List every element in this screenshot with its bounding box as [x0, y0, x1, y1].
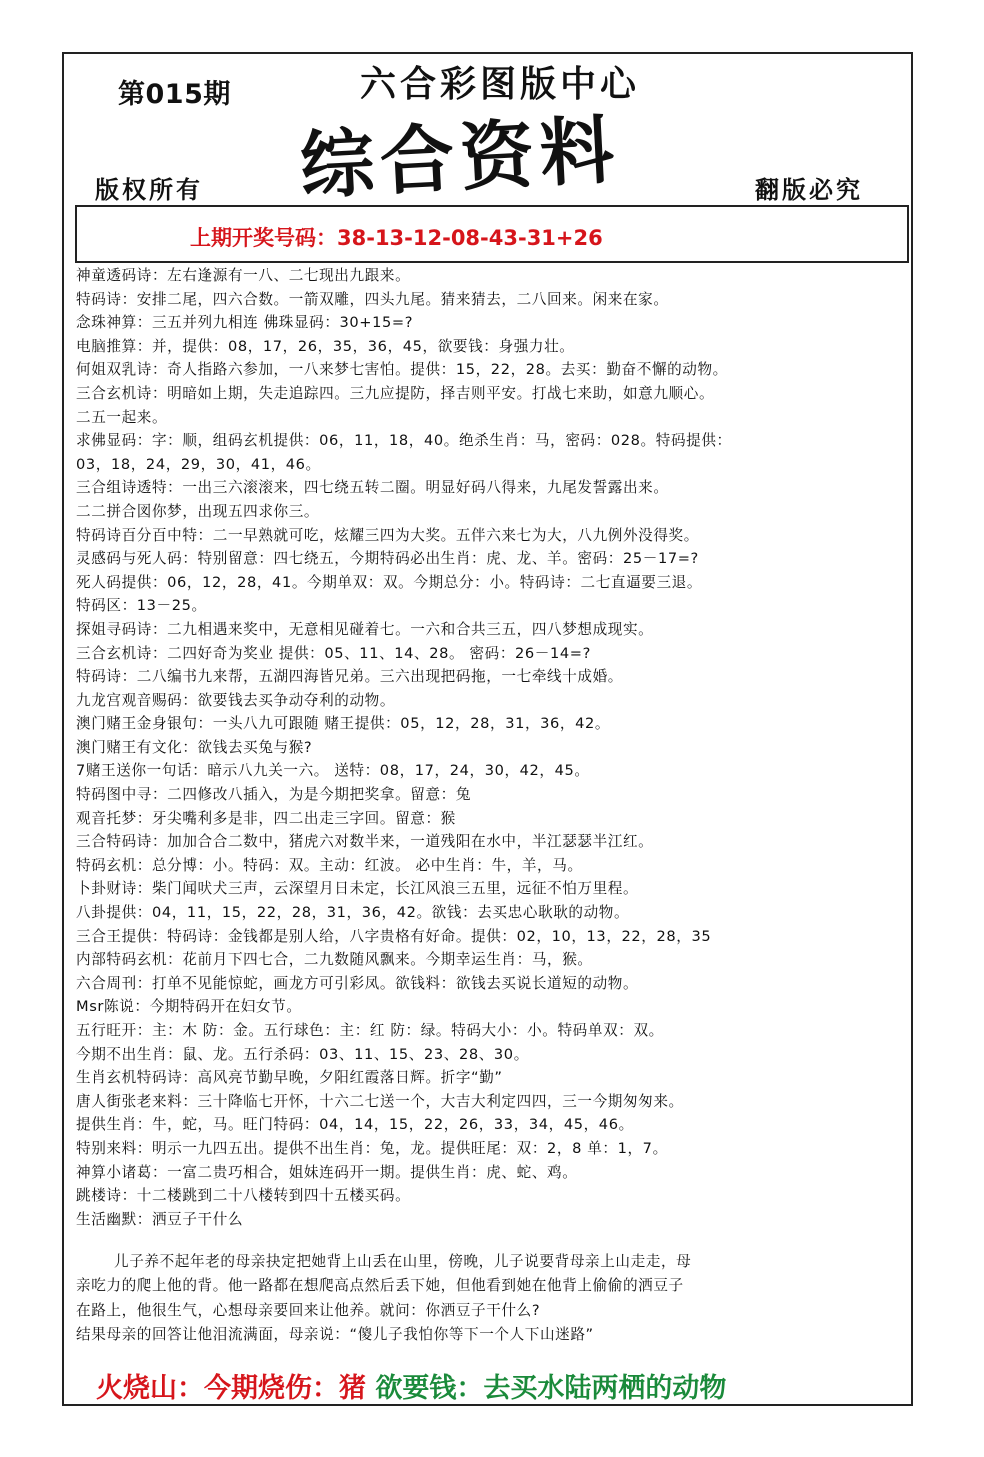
content-line: 五行旺开：主：木 防：金。五行球色：主：红 防：绿。特码大小：小。特码单双：双。 [76, 1022, 664, 1039]
content-line: 今期不出生肖：鼠、龙。五行杀码：03、11、15、23、28、30。 [76, 1045, 529, 1063]
content-line: 特码区：13－25。 [76, 597, 207, 615]
content-line: 电脑推算：并，提供：08，17，26，35，36，45，欲要钱：身强力壮。 [76, 337, 575, 355]
content-line: Msr陈说：今期特码开在妇女节。 [76, 998, 302, 1016]
content-line: 求佛显码：字：顺，组码玄机提供：06，11，18，40。绝杀生肖：马，密码：028。特码提供： [76, 432, 732, 450]
main-title: 综合资料 [298, 107, 623, 210]
footer-banner [96, 1366, 726, 1405]
content-line: 提供生肖：牛，蛇，马。旺门特码：04，14，15，22，26，33，34，45，46。 [76, 1116, 634, 1134]
content-line: 三合玄机诗：二四好奇为奖业 提供：05、11、14、28。 密码：26－14=? [76, 644, 591, 662]
content-line: 灵感码与死人码：特别留意：四七绕五，今期特码必出生肖：虎、龙、羊。密码：25－17=? [76, 550, 699, 568]
footer-red-text: 火烧山：今期烧伤：猪 [96, 1373, 366, 1404]
content-line: 三合王提供：特码诗：金钱都是别人给，八字贵格有好命。提供：02，10，13，22，28，35 [76, 927, 712, 945]
content-line: 三合组诗透特：一出三六滚滚来，四七绕五转二圈。明显好码八得来，九尾发誓露出来。 [76, 479, 669, 497]
publisher-title: 六合彩图版中心 [360, 63, 641, 105]
content-line: 六合周刊：打单不见能惊蛇，画龙方可引彩凤。欲钱料：欲钱去买说长道短的动物。 [76, 974, 639, 992]
footer-green-text: 欲要钱：去买水陆两栖的动物 [375, 1373, 727, 1404]
content-line: 死人码提供：06，12，28，41。今期单双：双。今期总分：小。特码诗：二七直逼要三退。 [76, 573, 703, 591]
content-line: 特码诗：二八编书九来帮，五湖四海皆兄弟。三六出现把码拖，一七牵线十成婚。 [76, 668, 623, 686]
content-line: 八卦提供：04，11，15，22，28，31，36，42。欲钱：去买忠心耿耿的动物。 [76, 904, 630, 922]
content-line: 探姐寻码诗：二九相遇来奖中，无意相见碰着七。一六和合共三五，四八梦想成现实。 [76, 620, 654, 638]
last-result-numbers: 上期开奖号码：38-13-12-08-43-31+26 [190, 226, 603, 250]
piracy-notice: 翻版必究 [755, 176, 863, 204]
content-line: 二五一起来。 [76, 408, 168, 426]
content-line: 跳楼诗：十二楼跳到二十八楼转到四十五楼买码。 [76, 1187, 411, 1205]
content-line: 唐人街张老来料：三十降临七开怀，十六二七送一个，大吉大利定四四，三一今期匆匆来。 [76, 1092, 684, 1110]
content-line: 生活幽默：洒豆子干什么 [76, 1210, 244, 1228]
content-line: 特码诗百分百中特：二一早熟就可吃，炫耀三四为大奖。五伴六来七为大，八九例外没得奖。 [76, 526, 699, 544]
content-line: 内部特码玄机：花前月下四七合，二九数随风飘来。今期幸运生肖：马，猴。 [76, 951, 593, 969]
content-line: 澳门赌王有文化：欲钱去买兔与猴? [76, 738, 313, 756]
story-line: 结果母亲的回答让他泪流满面，母亲说：“傻儿子我怕你等下一个人下山迷路” [76, 1326, 594, 1344]
content-line: 特码图中寻：二四修改八插入，为是今期把奖拿。留意：兔 [76, 786, 472, 804]
content-line: 神算小诸葛：一富二贵巧相合，姐妹连码开一期。提供生肖：虎、蛇、鸡。 [76, 1163, 578, 1181]
content-line: 二二拼合図你梦，出现五四求你三。 [76, 502, 320, 520]
content-line: 生肖玄机特码诗：高风亮节勤早晚，夕阳红霞落日辉。折字“勤” [76, 1069, 503, 1087]
content-line: 观音托梦：牙尖嘴利多是非，四二出走三字回。留意：猴 [76, 809, 456, 827]
content-line: 神童透码诗：左右逢源有一八、二七现出九跟来。 [76, 267, 411, 284]
content-lines [76, 264, 910, 1231]
humor-story [76, 1250, 896, 1348]
content-line: 03，18，24，29，30，41，46。 [76, 455, 321, 473]
content-line: 三合特码诗：加加合合二数中，猪虎六对数半来，一道残阳在水中，半江瑟瑟半江红。 [76, 833, 654, 851]
content-line: 特码诗：安排二尾，四六合数。一箭双雕，四头九尾。猜来猜去，二八回来。闲来在家。 [76, 290, 669, 308]
story-line: 在路上，他很生气，心想母亲要回来让他养。就问：你洒豆子干什么? [76, 1301, 541, 1319]
content-line: 三合玄机诗：明暗如上期，失走追踪四。三九应提防，择吉则平安。打战七来助，如意九顺心。 [76, 384, 715, 402]
story-line: 亲吃力的爬上他的背。他一路都在想爬高点然后丢下她，但他看到她在他背上偷偷的洒豆子 [76, 1277, 684, 1295]
content-line: 澳门赌王金身银句：一头八九可跟随 赌王提供：05，12，28，31，36，42。 [76, 715, 611, 733]
content-line: 特别来料：明示一九四五出。提供不出生肖：兔，龙。提供旺尾：双：2，8 单：1，7。 [76, 1139, 668, 1157]
story-line: 儿子养不起年老的母亲抉定把她背上山丢在山里，傍晚，儿子说要背母亲上山走走，母 [114, 1253, 692, 1270]
content-line: 九龙宫观音赐码：欲要钱去买争动夺利的动物。 [76, 691, 396, 709]
content-line: 7赌王送你一句话：暗示八九关一六。 送特：08，17，24，30，42，45。 [76, 762, 590, 780]
content-line: 何姐双乳诗：奇人指路六参加，一八来梦七害怕。提供：15，22，28。去买：勤奋不懈的动物。 [76, 361, 728, 379]
content-line: 特码玄机：总分博：小。特码：双。主动：红波。 必中生肖：牛，羊，马。 [76, 856, 583, 874]
content-line: 念珠神算：三五并列九相连 佛珠显码：30+15=? [76, 314, 414, 332]
content-line: 卜卦财诗：柴门闻吠犬三声，云深望月日未定，长江风浪三五里，远征不怕万里程。 [76, 880, 639, 898]
copyright-notice: 版权所有 [95, 176, 203, 204]
issue-number: 第015期 [118, 79, 231, 110]
